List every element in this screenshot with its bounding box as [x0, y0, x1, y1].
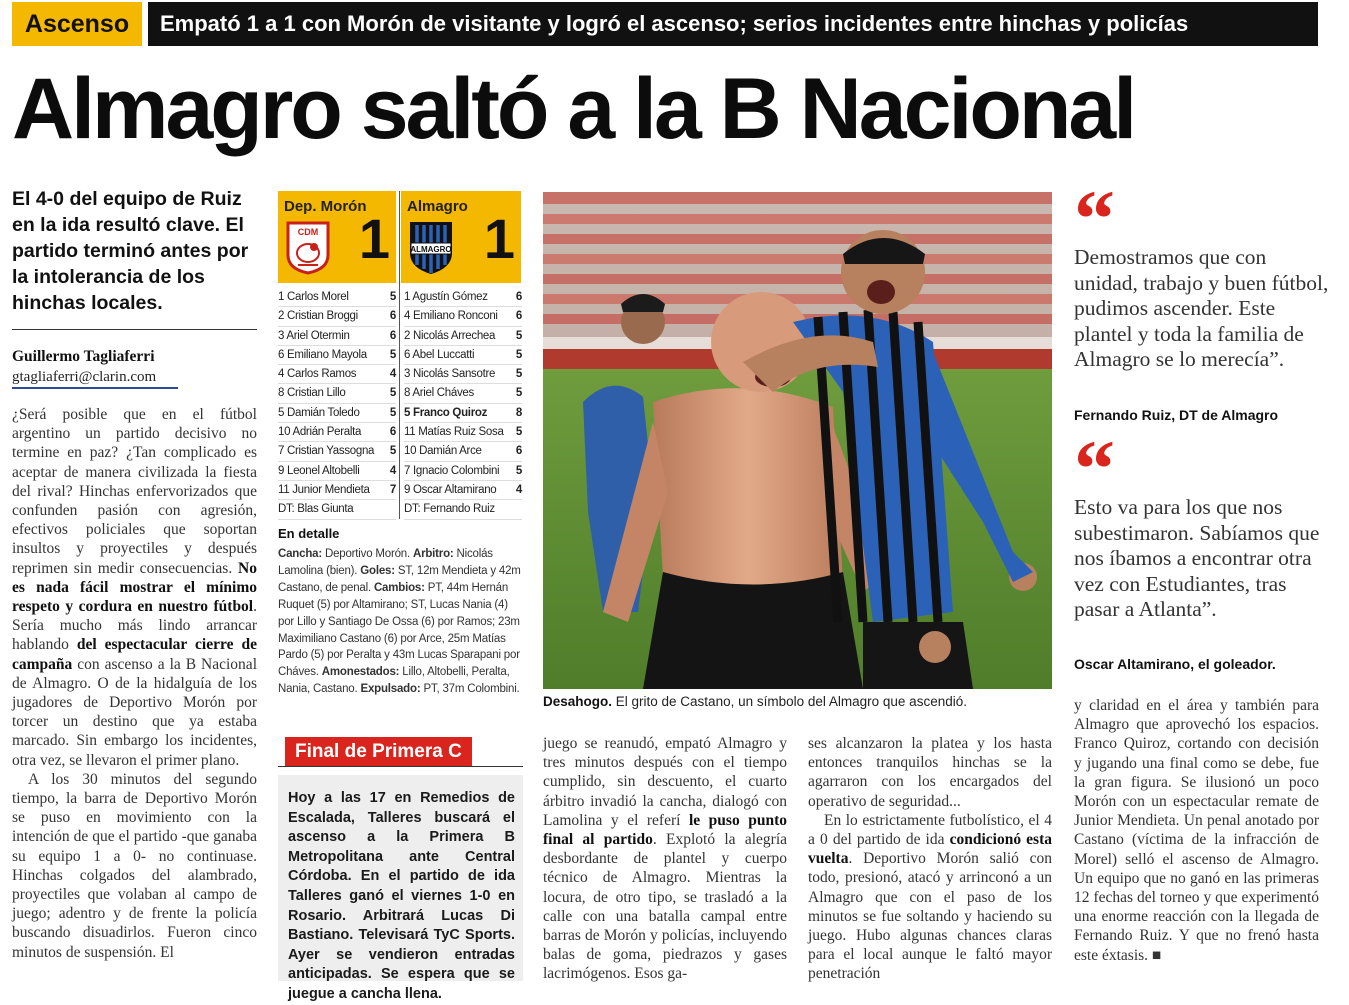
player-name: 5 Franco Quiroz [404, 406, 488, 419]
detail-label: Cambios: [373, 581, 428, 594]
article-column-2: juego se reanudó, empató Almagro y tres minutos después con el tiempo cumplido, sin descuento, el cuarto árbitro invadió la cancha, dialogó con Lamolina y el referí le puso punto final al partido. Explotó la alegría desbordante de plantel y cuerpo técnico de Almagro. Mientras la locura, de otro tipo, se trasladó a la calle con una batalla campal entre barras de Morón y policías, incluyendo balas de goma, piedrazos y gases lacrimógenos. Esos ga- [543, 735, 787, 983]
away-score: 1 [483, 207, 515, 270]
player-name: 1 Agustín Gómez [404, 291, 488, 303]
detail-value: ST, 12m Mendieta y 42m Castano, de penal. [278, 564, 521, 594]
home-lineup [278, 288, 396, 520]
divider [12, 329, 257, 330]
detail-value: PT, 37m Colombini. [423, 683, 520, 696]
player-name: 7 Cristian Yassogna [278, 445, 375, 458]
detail-value: Nicolás Lamolina (bien). [278, 548, 493, 577]
subtitle-bar: Empató 1 a 1 con Morón de visitante y logró el ascenso; serios incidentes entre hinchas y policías [148, 2, 1318, 46]
detail-value: Deportivo Morón. [324, 548, 413, 560]
pull-quote: Demostramos que con unidad, trabajo y buen fútbol, pudimos ascender. Este plantel y toda la familia de Almagro se lo merecía”. [1074, 245, 1329, 372]
lineup-row [278, 423, 396, 442]
section-kicker: Ascenso [12, 2, 142, 46]
headline: Almagro saltó a la B Nacional [12, 61, 1135, 157]
quote-mark-icon: “ [1074, 173, 1115, 264]
svg-text:CDM: CDM [297, 227, 319, 237]
player-name: 4 Carlos Ramos [278, 368, 357, 381]
home-score: 1 [358, 207, 390, 270]
lineup-row [278, 288, 396, 307]
player-rating: 5 [515, 329, 522, 342]
player-rating: 5 [515, 426, 522, 439]
lineup-row [404, 481, 522, 500]
player-name: 8 Ariel Cháves [404, 387, 474, 400]
player-rating: 6 [389, 310, 396, 323]
lineup-row [404, 404, 522, 423]
detail-label: Goles: [360, 564, 398, 577]
player-name: 6 Abel Luccatti [404, 348, 475, 361]
match-detail [278, 546, 523, 698]
player-name: 9 Oscar Altamirano [404, 483, 497, 496]
lineup-row [278, 346, 396, 365]
player-name: 3 Ariel Otermin [278, 329, 350, 342]
player-rating: 6 [515, 291, 522, 303]
article-paragraph: A los 30 minutos del segundo tiempo, la barra de Deportivo Morón se puso en movimiento con la intención de que el partido -que ganaba su equipo 1 a 0- no continuase. Hinchas colgados del alambrado, proyectiles que volaban al campo de juego; adentro y de frente la policía buscando disuadirlos. Fueron cinco minutos de suspensión. El [12, 770, 257, 961]
player-rating: 5 [389, 348, 396, 361]
player-rating: 5 [515, 368, 522, 381]
player-name: 6 Emiliano Mayola [278, 348, 367, 361]
article-paragraph: ¿Será posible que en el fútbol argentino un partido decisivo no termine en paz? ¿Tan complicado es aceptar de manera civilizada la fiesta del rival? Hinchas enfervorizados que confunden pasión con agresión, efectivos policiales que soportan insultos y proyectiles y después reprimen sin medir consecuencias. No es nada fácil mostrar el mínimo respeto y cordura en nuestro fútbol. Sería mucho más lindo arrancar hablando del espectacular cierre de campaña con ascenso a la B Nacional de Almagro. O de la hidalguía de los jugadores de Deportivo Morón por torcer un destino que ya estaba marcado. Sin embargo los incidentes, otra vez, se llevaron el primer plano. [12, 406, 257, 769]
quote-mark-icon: “ [1074, 423, 1115, 514]
moron-crest-icon [284, 221, 332, 275]
away-team-name: Almagro [407, 198, 468, 215]
player-rating: 5 [389, 387, 396, 400]
player-name: 1 Carlos Morel [278, 291, 349, 303]
player-name: 8 Cristian Lillo [278, 387, 346, 400]
quote-source: Fernando Ruiz, DT de Almagro [1074, 407, 1279, 423]
pull-quote: Esto va para los que nos subestimaron. Sabíamos que nos íbamos a encontrar otra vez con Estudiantes, tras pasar a Atlanta”. [1074, 495, 1320, 622]
detail-label: Arbitro: [412, 548, 457, 560]
away-lineup [404, 288, 522, 520]
lineup-row [278, 481, 396, 500]
player-rating: 5 [515, 464, 522, 477]
lineup-row [404, 462, 522, 481]
svg-text:ALMAGRO: ALMAGRO [410, 245, 452, 254]
final-box-text: Hoy a las 17 en Remedios de Escalada, Talleres buscará el ascenso a la Primera B Metropolitana ante Central Córdoba. En el partido de ida Talleres ganó el viernes 1-0 en Rosario. Arbitrará Lucas Di Bastiano. Televisará TyC Sports. Ayer se vendieron entradas anticipadas. Se espera que se juegue a cancha llena. [288, 790, 515, 1002]
lineup-row [404, 327, 522, 346]
detail-label: Amonestados: [321, 666, 403, 679]
player-rating: 6 [389, 426, 396, 439]
away-team-box [401, 191, 521, 283]
player-name: 2 Nicolás Arrechea [404, 329, 496, 342]
detail-title: En detalle [278, 526, 340, 541]
player-rating: 6 [515, 445, 522, 458]
player-name: 10 Adrián Peralta [278, 426, 362, 439]
lineup-row [404, 288, 522, 307]
detail-label: Cancha: [278, 548, 325, 560]
detail-label: Expulsado: [360, 683, 424, 696]
lineup-row [278, 442, 396, 461]
player-rating: 8 [515, 406, 522, 419]
player-rating: 6 [389, 329, 396, 342]
player-rating: 4 [515, 483, 522, 496]
player-rating: 5 [389, 445, 396, 458]
lineup-row [404, 423, 522, 442]
lineup-divider [399, 191, 400, 519]
home-team-box [278, 191, 396, 283]
article-column-3: ses alcanzaron la platea y los hasta entonces tranquilos hinchas se la agarraron con los encargados del operativo de seguridad... En lo estrictamente futbolístico, el 4 a 0 del partido de ida condicionó esta vuelta. Deportivo Morón salió con todo, presionó, atacó y arrinconó a un Almagro que con el paso de los minutos se fue soltando y haciendo su juego. Hubo algunas chances claras para el local aunque le faltó mayor penetración [808, 735, 1052, 983]
detail-value: Lillo, Altobelli, Peralta, Nania, Castano. [278, 666, 510, 696]
celebration-photo [543, 192, 1052, 689]
player-name: 3 Nicolás Sansotre [404, 368, 496, 381]
email-underline [12, 387, 178, 389]
lineup-row [404, 346, 522, 365]
player-rating: 7 [389, 483, 396, 496]
article-column-4: y claridad en el área y también para Almagro que aprovechó los espacios. Franco Quiroz, cortando con decisión y jugando una final como se debe, fue la gran figura. Se ilusionó un poco Morón con un espectacular remate de Junior Mendieta. Un penal anotado por Castano (víctima de la infracción de Morel) selló el ascenso de Almagro. Un equipo que no ganó en las primeras 12 fechas del torneo y que experimentó una enorme reacción con la llegada de Fernando Ruiz. Y que no frenó hasta este éxtasis. ■ [1074, 697, 1319, 964]
player-rating: 5 [515, 348, 522, 361]
player-name: 4 Emiliano Ronconi [404, 310, 498, 323]
article-body-left [12, 405, 257, 962]
lineup-row [404, 384, 522, 403]
player-rating: 5 [389, 291, 396, 303]
divider [278, 766, 523, 767]
player-name: 5 Damián Toledo [278, 406, 360, 419]
player-name: 2 Cristian Broggi [278, 310, 358, 323]
lineup-row [404, 365, 522, 384]
quote-source: Oscar Altamirano, el goleador. [1074, 656, 1276, 672]
coach-row: DT: Fernando Ruiz [404, 500, 522, 519]
player-rating: 4 [389, 464, 396, 477]
lineup-row [404, 307, 522, 326]
lineup-row [278, 307, 396, 326]
byline-author: Guillermo Tagliaferri [12, 348, 155, 365]
almagro-crest-icon [407, 221, 455, 275]
lineup-row [404, 442, 522, 461]
lineup-row [278, 462, 396, 481]
lineup-row [278, 404, 396, 423]
byline-email[interactable]: gtagliaferri@clarin.com [12, 369, 157, 385]
player-rating: 4 [389, 368, 396, 381]
player-rating: 5 [515, 387, 522, 400]
player-name: 10 Damián Arce [404, 445, 482, 458]
lineup-row [278, 384, 396, 403]
lineup-row [278, 327, 396, 346]
coach-row: DT: Blas Giunta [278, 500, 396, 519]
player-name: 9 Leonel Altobelli [278, 464, 360, 477]
photo-caption: Desahogo. El grito de Castano, un símbolo del Almagro que ascendió. [543, 694, 967, 709]
final-box-title: Final de Primera C [285, 737, 472, 767]
player-name: 11 Junior Mendieta [278, 483, 370, 496]
player-rating: 5 [389, 406, 396, 419]
detail-value: PT, 44m Hernán Ruquet (5) por Altamirano; ST, Lucas Nania (4) por Lillo y Santiago De Ossa (6) por Ramos; 23m Maximiliano Castano (6) por Arce, 25m Matías Pardo (5) por Peralta y 43m Lucas Sparapani por Cháves. [278, 581, 520, 679]
lead-paragraph: El 4-0 del equipo de Ruiz en la ida resultó clave. El partido terminó antes por la intolerancia de los hinchas locales. [12, 188, 249, 314]
player-name: 11 Matías Ruiz Sosa [404, 426, 504, 439]
player-rating: 6 [515, 310, 522, 323]
home-team-name: Dep. Morón [284, 198, 367, 215]
lineup-row [278, 365, 396, 384]
player-name: 7 Ignacio Colombini [404, 464, 500, 477]
